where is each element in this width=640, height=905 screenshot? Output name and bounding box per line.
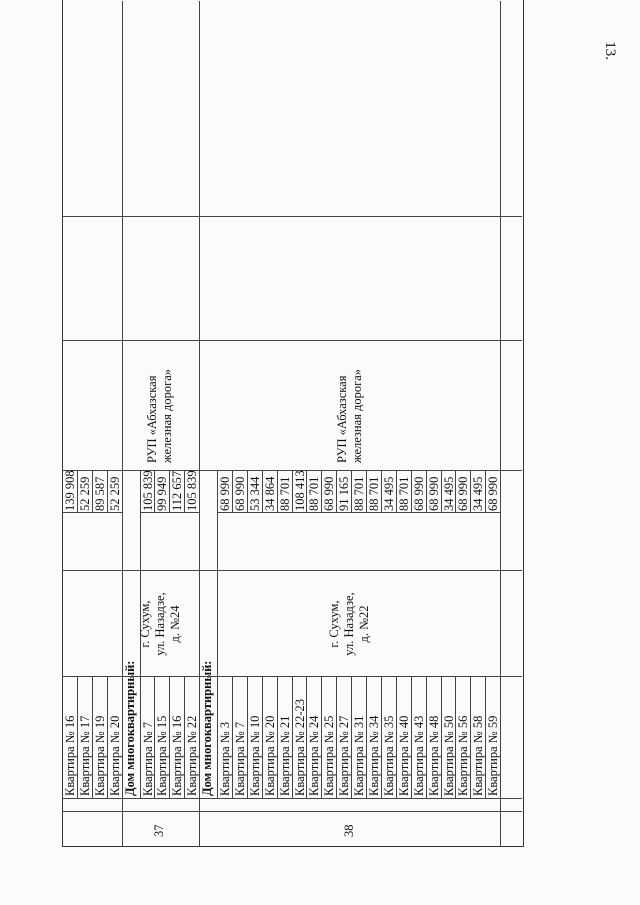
table-row-label: Квартира № 27 bbox=[337, 715, 352, 796]
table-row-label: Квартира № 3 bbox=[218, 721, 232, 796]
address-line: д. №24 bbox=[167, 605, 182, 643]
owner-line: РУП «Абхазская bbox=[334, 375, 349, 463]
column-line bbox=[62, 798, 522, 799]
address-line: г. Сухум, bbox=[327, 600, 342, 648]
table-row-label: Квартира № 20 bbox=[107, 715, 122, 796]
table-row-label: Квартира № 16 bbox=[170, 715, 185, 796]
table-row-value: 91 165 bbox=[337, 476, 352, 511]
column-line bbox=[62, 340, 522, 341]
page-number: 13. bbox=[602, 41, 618, 60]
address-line: г. Сухум, bbox=[137, 600, 152, 648]
table-row-label: Квартира № 22-23 bbox=[292, 699, 307, 796]
table-row-label: Квартира № 35 bbox=[381, 715, 396, 796]
owner-line: железная дорога» bbox=[349, 368, 364, 463]
table-row-value: 68 990 bbox=[322, 476, 337, 511]
table-row-label: Квартира № 17 bbox=[77, 715, 92, 796]
section-header: Дом многоквартирный: bbox=[200, 660, 215, 796]
table-row-label: Квартира № 31 bbox=[352, 715, 367, 796]
table-row-value: 68 990 bbox=[486, 476, 501, 511]
table-row-label: Квартира № 40 bbox=[396, 715, 411, 796]
table-row-value: 89 587 bbox=[92, 476, 107, 511]
table-row-label: Квартира № 10 bbox=[247, 715, 262, 796]
table-row-value: 34 495 bbox=[381, 476, 396, 511]
table-row-label: Квартира № 25 bbox=[322, 715, 337, 796]
address-line: д. №22 bbox=[357, 605, 372, 643]
value-subcolumn bbox=[217, 512, 500, 513]
table-row-label: Квартира № 7 bbox=[232, 721, 247, 796]
owner-cell bbox=[145, 369, 175, 463]
table-row-value: 53 344 bbox=[247, 476, 262, 511]
group-divider bbox=[500, 1, 501, 847]
table-row-value: 68 990 bbox=[232, 476, 247, 511]
table-row-label: Квартира № 56 bbox=[456, 715, 471, 796]
table-row-value: 68 990 bbox=[411, 476, 426, 511]
column-line bbox=[62, 216, 522, 217]
table-row-value: 68 990 bbox=[456, 476, 471, 511]
table-row-label: Квартира № 48 bbox=[426, 715, 441, 796]
table-row-label: Квартира № 43 bbox=[411, 715, 426, 796]
table-row-label: Квартира № 21 bbox=[277, 715, 292, 796]
table-row-value: 34 495 bbox=[441, 476, 456, 511]
column-line bbox=[62, 811, 522, 812]
table-row-value: 112 657 bbox=[170, 470, 185, 511]
section-header: Дом многоквартирный: bbox=[122, 660, 137, 796]
table-row-value: 68 990 bbox=[218, 476, 232, 511]
column-line bbox=[62, 470, 522, 471]
table-row-value: 68 990 bbox=[426, 476, 441, 511]
address-line: ул. Назадзе, bbox=[152, 592, 167, 656]
table-row-label: Квартира № 22 bbox=[185, 715, 200, 796]
table-row-label: Квартира № 58 bbox=[471, 715, 486, 796]
table-row-value: 105 839 bbox=[140, 470, 155, 511]
table-row-label: Квартира № 50 bbox=[441, 715, 456, 796]
table-row-value: 99 949 bbox=[155, 476, 170, 511]
table-row-label: Квартира № 59 bbox=[486, 715, 501, 796]
row-number: 37 bbox=[152, 824, 167, 837]
address-cell bbox=[327, 571, 372, 677]
table-row-value: 88 701 bbox=[277, 476, 292, 511]
table-row-value: 105 839 bbox=[185, 470, 200, 511]
column-line bbox=[62, 676, 522, 677]
table-row-value: 88 701 bbox=[367, 476, 381, 511]
address-cell bbox=[138, 571, 183, 677]
table-row-label: Квартира № 24 bbox=[307, 715, 322, 796]
owner-cell bbox=[335, 369, 365, 463]
table-row-label: Квартира № 19 bbox=[92, 715, 107, 796]
table-row-label: Квартира № 16 bbox=[63, 715, 77, 796]
table-row-value: 52 259 bbox=[77, 476, 92, 511]
row-number: 38 bbox=[341, 824, 356, 837]
owner-line: РУП «Абхазская bbox=[145, 375, 160, 463]
table-row-value: 52 259 bbox=[107, 476, 122, 511]
registry-table bbox=[62, 0, 524, 847]
owner-line: железная дорога» bbox=[160, 368, 175, 463]
value-subcolumn bbox=[140, 512, 200, 513]
table-row-value: 34 864 bbox=[262, 476, 277, 511]
table-row-value: 139 908 bbox=[63, 470, 77, 511]
value-subcolumn bbox=[62, 512, 122, 513]
table-row-value: 34 495 bbox=[471, 476, 486, 511]
table-row-value: 88 701 bbox=[307, 476, 322, 511]
table-row-label: Квартира № 34 bbox=[367, 715, 381, 796]
table-row-value: 88 701 bbox=[352, 476, 367, 511]
column-line bbox=[62, 570, 522, 571]
table-row-value: 108 413 bbox=[292, 470, 307, 511]
table-row-value: 88 701 bbox=[396, 476, 411, 511]
table-row-label: Квартира № 7 bbox=[140, 721, 155, 796]
table-row-label: Квартира № 20 bbox=[262, 715, 277, 796]
address-line: ул. Назадзе, bbox=[342, 592, 357, 656]
table-row-label: Квартира № 15 bbox=[155, 715, 170, 796]
